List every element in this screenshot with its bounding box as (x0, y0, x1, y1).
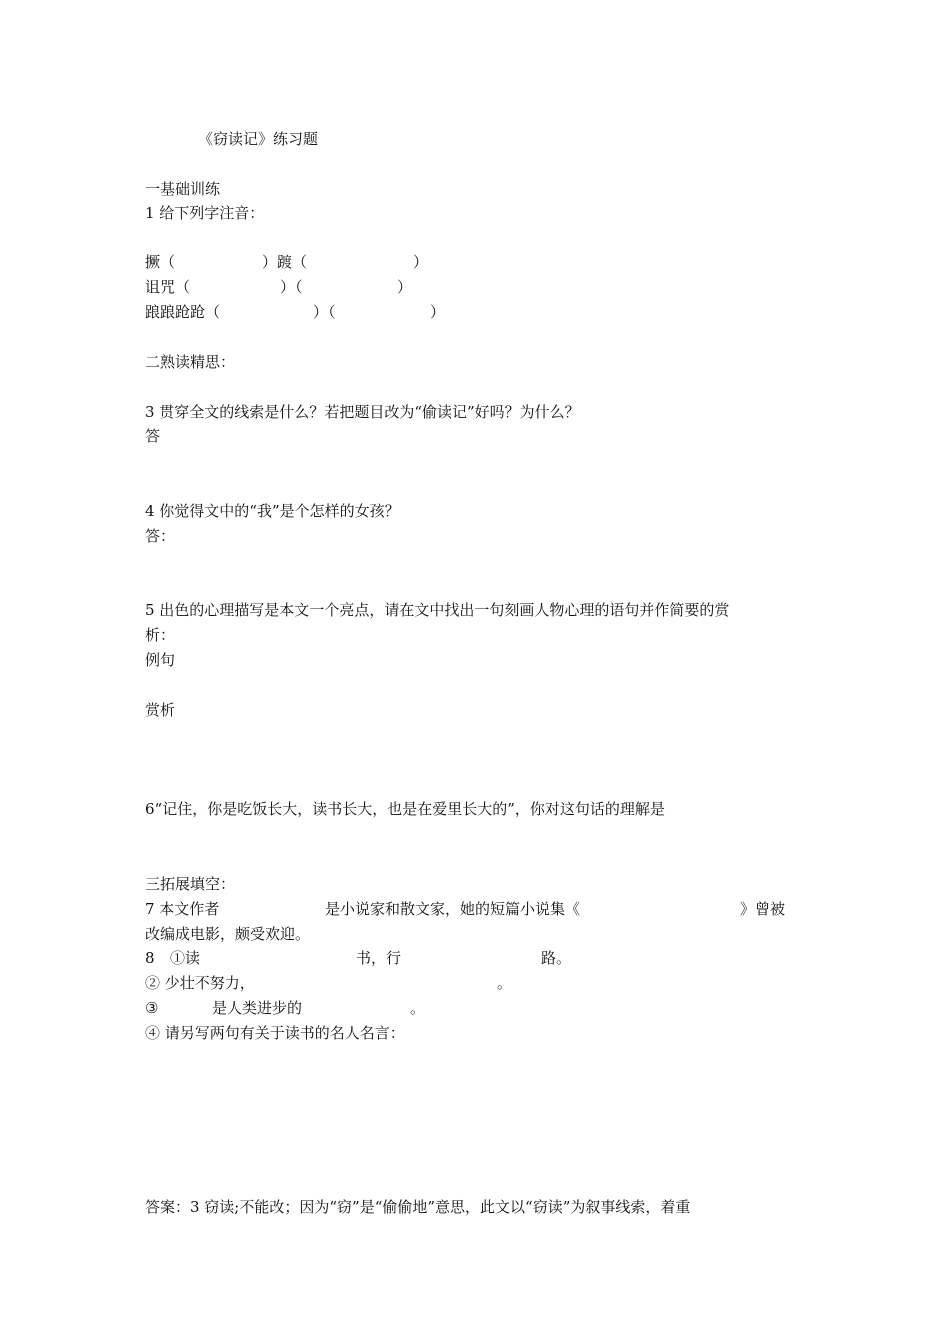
q1-row3-close: ） (430, 303, 446, 321)
q7-part3: 》曾被 (740, 900, 786, 918)
q4-text: 4 你觉得文中的“我”是个怎样的女孩？ (145, 502, 400, 520)
q3-text: 3 贯穿全文的线索是什么？若把题目改为“偷读记”好吗？为什么？ (145, 403, 580, 421)
q1-row1-char1: 撅（ (145, 253, 176, 271)
section2-heading: 二熟读精思： (145, 353, 236, 371)
page-title: 《窃读记》练习题 (198, 130, 319, 148)
q5-example-label: 例句 (145, 651, 176, 669)
q7-line2: 改编成电影，颇受欢迎。 (145, 925, 311, 943)
q1-row1-close2: ） (413, 253, 429, 271)
q8-item2-a: ② 少壮不努力， (145, 974, 255, 992)
q1-row3-word: 踉踉跄跄（ (145, 303, 221, 321)
q1-row2-close: ） (397, 278, 413, 296)
q1-row3-mid: ）（ (313, 303, 336, 321)
q8-item2-b: 。 (497, 974, 513, 992)
q1-row2-word: 诅咒（ (145, 278, 191, 296)
q1-prompt: 1 给下列字注音： (145, 204, 265, 222)
q8-item4: ④ 请另写两句有关于读书的名人名言： (145, 1024, 405, 1042)
q8-item1-a: ①读 (170, 949, 201, 967)
q6-text: 6“记住，你是吃饭长大，读书长大，也是在爱里长大的”，你对这句话的理解是 (145, 800, 665, 818)
q8-item3-b: 是人类进步的 (212, 999, 303, 1017)
q1-row2-mid: ）（ (280, 278, 303, 296)
q7-part1: 7 本文作者 (145, 900, 220, 918)
section1-heading: 一基础训练 (145, 180, 221, 198)
q8-item1-b: 书，行 (356, 949, 402, 967)
q8-item3-c: 。 (410, 999, 426, 1017)
section3-heading: 三拓展填空： (145, 875, 236, 893)
q5-line1: 5 出色的心理描写是本文一个亮点，请在文中找出一句刻画人物心理的语句并作简要的赏 (145, 601, 730, 619)
q7-part2: 是小说家和散文家，她的短篇小说集《 (325, 900, 581, 918)
q8-item1-c: 路。 (541, 949, 572, 967)
answers-line1: 答案：3 窃读;不能改；因为“窃”是“偷偷地”意思，此文以“窃读”为叙事线索，着重 (145, 1198, 691, 1216)
q5-appreciation-label: 赏析 (145, 701, 176, 719)
q1-row1-close1: ）踱（ (262, 253, 308, 271)
q4-answer-label: 答： (145, 527, 176, 545)
q5-line2: 析： (145, 626, 176, 644)
q3-answer-label: 答 (145, 427, 161, 445)
q8-item3-a: ③ (145, 999, 159, 1017)
q8-number: 8 (145, 949, 155, 967)
